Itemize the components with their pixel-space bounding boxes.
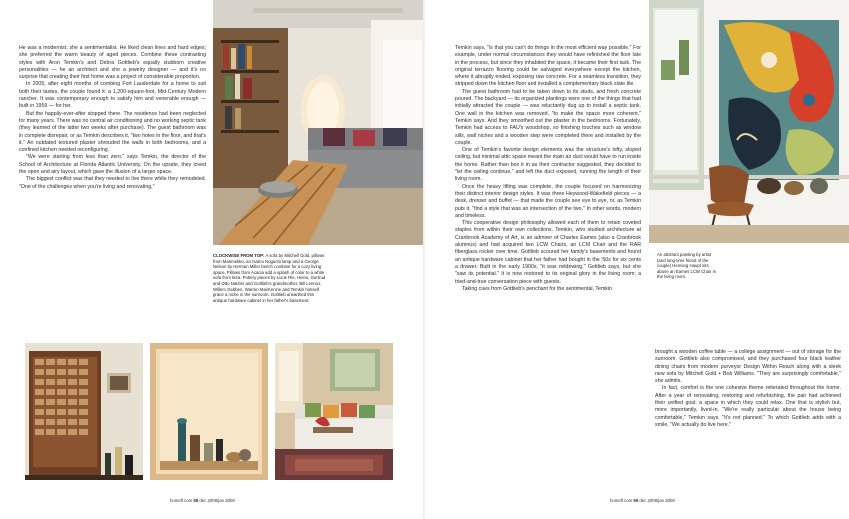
right-caption-text: An abstract painting by artist (and long-time friend of the couple) Henning Haupt sits above an Eames LCW Chair in the living room. (657, 252, 716, 280)
left-paragraph-3: But the happily-ever-after stopped there. The residence had been neglected for many years. There was no central air conditioning and no working septic tank (they learned of the latter two weeks after purchase). The guest bathroom was in complete disrepair, or as Temkin describes it, "two holes in the floor, and that's it." An outdated textured plaster shrouded the walls in both bedrooms, and a confined kitchen needed reconfiguring. (19, 110, 206, 154)
right-paragraph-4: Once the heavy lifting was complete, the couple focused on harmonizing their distinct interior design styles. It was three Heywood-Wakefield pieces — a desk, dresser and buffet — that made the couple see eye to eye, or, as Temkin puts it, "find a style that was an intersection of the two." In other words, modern and timeless. (455, 183, 641, 219)
right-paragraph-7: brought a wooden coffee table — a college assignment — out of storage for the sunroom. Gottlieb also compromised, and they purchased four black leather dining chairs from modern purveyor Design Within Reach along with a sleek new sofa by Mitchell Gold + Bob Williams. "They are surprisingly comfortable," she admits. (655, 349, 841, 385)
left-paragraph-4: "We were starting from less than zero," says Temkin, the director of the School of Architecture at Florida Atlantic University. On the upside, they loved the open and airy layout, which gave the illusion of a larger space. (19, 154, 206, 176)
left-page (0, 0, 424, 519)
living-room-photo (213, 0, 424, 245)
right-folio (610, 498, 675, 503)
caption-lead: CLOCKWISE FROM TOP: (213, 253, 265, 258)
right-body-column-2 (655, 349, 841, 429)
right-paragraph-6: Taking cues from Gottlieb's penchant for the sentimental, Temkin (462, 285, 613, 292)
right-folio-page: 59 (633, 498, 639, 503)
right-paragraph-8: In fact, comfort is the one cohesive theme reiterated throughout the home. After a year of renovating, restoring and refurbishing, the pair had achieved their unified goal: a space in which they could relax. One that is stylish but, more importantly, lived-in. "We're really particular about the house being comfortable," Temkin says. "It's not planned." To which Gottlieb adds with a smile, "We actually do live here." (655, 385, 841, 428)
left-paragraph-2: In 2005, after eight months of combing Fort Lauderdale for a home to suit both their tastes, the couple found it: a 1,200-square-foot, Mid-Century Modern rancher. It was contemporary enough to satisfy him and venerable enough — built in 1959 — for her. (19, 81, 206, 110)
left-folio-issue: dec 2008/jan 2009 (199, 498, 235, 503)
left-folio (170, 498, 235, 503)
right-paragraph-3: One of Temkin's favorite design elements was the structure's lofty, sloped ceiling, but minimal attic space meant the main air duct would have to run inside the home. Rather than box it in as their contractor suggested, they decided to "let the ceiling continue," and left the duct exposed, running the length of their living room. (455, 147, 641, 183)
hardware-cabinet-photo (25, 343, 143, 480)
right-paragraph-2: The guest bathroom had to be taken down to its studs, and fresh concrete poured. The backyard — its organized plantings were one of the things that had initially attracted the couple — was reluctantly dug up to install a septic tank. One wall in the kitchen was removed, "to make the space more coherent," Temkin says. And they smoothed out the plaster in the bedrooms. Fortunately, Temkin had access to FAU's woodshop, so finishing touches such as window sills, wall niches and a wooden step were completed there and installed by the couple. (455, 88, 641, 146)
right-paragraph-5: This cooperative design philosophy allowed each of them to retain coveted staples from within their own collections. Temkin, who studied architecture at Cranbrook Academy of Art, is an admirer of Charles Eames (also a Cranbrook alumnus) and had acquired two LCW Chairs, an LCM Chair and the RAR fiberglass rocker over time. Gottlieb scoured her family's basements and found an antique hardware cabinet that her father had bought in the '50s for six cents a drawer. Built in the early 1900s, "it was mildewing," Gottlieb says, but she "saw its potential." It is now restored to its original glory in the living room; a tried-and-true conversation piece with guests. (455, 220, 641, 285)
left-photo-caption (213, 253, 329, 303)
left-body-column (19, 45, 206, 191)
right-page (425, 0, 849, 519)
white-sofa-photo (275, 343, 393, 480)
right-body-column-1 (455, 45, 641, 293)
caption-text: A sofa by Mitchell Gold, pillows from Marimekko, an Isamu Noguchi lamp and a George Nelson by Herman Miller bench combine for a cozy living space. Pillows from Acacia add a splash of color to a white sofa from Ikea. Pottery pieces by Lucie Rie, Heino, Gertrud and Otto Natzler and Gottlieb's grandmother, Bill Lennox, Willem Gebben, Warren MacKenzie and Temkin himself grace a niche in the sunroom. Gottlieb unearthed this antique hardware cabinet in her father's basement. (213, 253, 326, 303)
left-paragraph-5: The biggest conflict was that they needed to live there while they remodeled. "One of the challenges when you're living and renovating," (19, 176, 206, 190)
right-folio-site: homefl.com (610, 498, 633, 503)
left-folio-site: homefl.com (170, 498, 193, 503)
pottery-niche-photo (150, 343, 268, 480)
painting-chair-photo (649, 0, 849, 243)
right-folio-issue: dec 2008/jan 2009 (639, 498, 675, 503)
left-folio-page: 58 (193, 498, 199, 503)
right-photo-caption (657, 252, 717, 280)
right-paragraph-1: Temkin says, "is that you can't do things in the most efficient way possible." For example, under normal circumstances they would have refinished the floor late in the process, but since they inhabited the space, it became their first task. The original terrazzo flooring could be salvaged everywhere except the kitchen, where it abruptly ended, exposing raw concrete. For a seamless transition, they stripped down the kitchen floor and installed a complementary black slate tile. (455, 45, 641, 88)
left-paragraph-1: He was a modernist, she a sentimentalist. He liked clean lines and hard edges; she preferred the warm beauty of aged pieces. Combine these contrasting styles with Aron Temkin's and Debra Gottlieb's equally stubborn creative personalities — he an architect and she a jewelry designer — and it's no surprise that creating their first home was a project of considerable proportion. (19, 45, 206, 81)
